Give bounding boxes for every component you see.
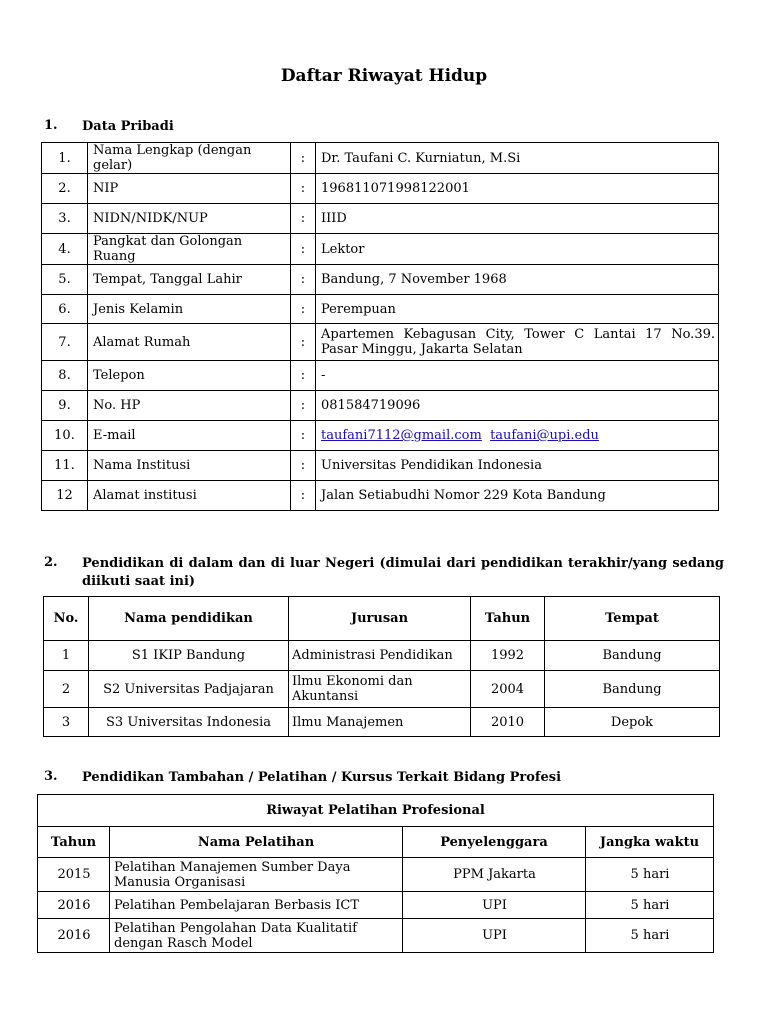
- table-row: [42, 265, 719, 295]
- column-header: No.: [44, 597, 89, 641]
- field-label: NIP: [88, 174, 291, 204]
- table-row: [42, 174, 719, 204]
- field-value: Bandung, 7 November 1968: [316, 265, 719, 295]
- education-major: Administrasi Pendidikan: [289, 641, 471, 671]
- training-duration: 5 hari: [586, 919, 714, 953]
- table-row: [44, 641, 720, 671]
- field-value: -: [316, 361, 719, 391]
- row-number: 10.: [42, 421, 88, 451]
- field-colon: :: [291, 295, 316, 324]
- section-number: 1.: [44, 118, 58, 133]
- education-year: 1992: [471, 641, 545, 671]
- field-colon: :: [291, 421, 316, 451]
- table-row: [38, 892, 714, 919]
- table-row: [44, 708, 720, 737]
- education-place: Bandung: [545, 671, 720, 708]
- row-number: 9.: [42, 391, 88, 421]
- email-link[interactable]: taufani@upi.edu: [490, 428, 599, 443]
- field-value: Lektor: [316, 234, 719, 265]
- field-value: Apartemen Kebagusan City, Tower C Lantai 17 No.39. Pasar Minggu, Jakarta Selatan: [316, 324, 719, 361]
- education-year: 2010: [471, 708, 545, 737]
- email-link[interactable]: taufani7112@gmail.com: [321, 428, 482, 443]
- column-header: Tahun: [38, 827, 110, 858]
- table-row: [44, 671, 720, 708]
- education-no: 1: [44, 641, 89, 671]
- field-label: NIDN/NIDK/NUP: [88, 204, 291, 234]
- table-caption-row: [38, 795, 714, 827]
- section-title: Pendidikan di dalam dan di luar Negeri (dimulai dari pendidikan terakhir/yang sedang diikuti saat ini): [82, 556, 724, 589]
- training-name: Pelatihan Pengolahan Data Kualitatif dengan Rasch Model: [110, 919, 403, 953]
- training-table: [37, 794, 714, 953]
- training-name: Pelatihan Pembelajaran Berbasis ICT: [110, 892, 403, 919]
- section-title: Pendidikan Tambahan / Pelatihan / Kursus Terkait Bidang Profesi: [82, 770, 562, 785]
- column-header: Nama pendidikan: [89, 597, 289, 641]
- field-value: [316, 421, 719, 451]
- table-row: [42, 295, 719, 324]
- field-colon: :: [291, 204, 316, 234]
- field-colon: :: [291, 265, 316, 295]
- section-number: 2.: [44, 555, 58, 570]
- education-year: 2004: [471, 671, 545, 708]
- column-header: Jangka waktu: [586, 827, 714, 858]
- field-colon: :: [291, 361, 316, 391]
- field-value: Jalan Setiabudhi Nomor 229 Kota Bandung: [316, 481, 719, 511]
- field-value: IIID: [316, 204, 719, 234]
- field-colon: :: [291, 391, 316, 421]
- table-row: [42, 361, 719, 391]
- education-major: Ilmu Ekonomi dan Akuntansi: [289, 671, 471, 708]
- row-number: 1.: [42, 143, 88, 174]
- education-table: [43, 596, 720, 737]
- field-colon: :: [291, 174, 316, 204]
- field-colon: :: [291, 481, 316, 511]
- row-number: 12: [42, 481, 88, 511]
- field-colon: :: [291, 324, 316, 361]
- row-number: 11.: [42, 451, 88, 481]
- field-label: Alamat Rumah: [88, 324, 291, 361]
- field-label: Tempat, Tanggal Lahir: [88, 265, 291, 295]
- table-row: [42, 451, 719, 481]
- field-colon: :: [291, 234, 316, 265]
- education-no: 3: [44, 708, 89, 737]
- training-duration: 5 hari: [586, 892, 714, 919]
- column-header: Tahun: [471, 597, 545, 641]
- document-title: Daftar Riwayat Hidup: [280, 66, 488, 86]
- field-label: Alamat institusi: [88, 481, 291, 511]
- row-number: 6.: [42, 295, 88, 324]
- section-number: 3.: [44, 769, 58, 784]
- field-colon: :: [291, 143, 316, 174]
- field-value: Perempuan: [316, 295, 719, 324]
- column-header: Nama Pelatihan: [110, 827, 403, 858]
- education-name: S1 IKIP Bandung: [89, 641, 289, 671]
- training-name: Pelatihan Manajemen Sumber Daya Manusia Organisasi: [110, 858, 403, 892]
- field-label: Nama Institusi: [88, 451, 291, 481]
- table-row: [38, 919, 714, 953]
- personal-data-table: [41, 142, 719, 511]
- section-3-heading: [44, 769, 724, 787]
- column-header: Jurusan: [289, 597, 471, 641]
- row-number: 2.: [42, 174, 88, 204]
- row-number: 4.: [42, 234, 88, 265]
- field-label: E-mail: [88, 421, 291, 451]
- row-number: 8.: [42, 361, 88, 391]
- section-2-heading: [44, 555, 724, 591]
- education-no: 2: [44, 671, 89, 708]
- field-label: No. HP: [88, 391, 291, 421]
- field-value: 081584719096: [316, 391, 719, 421]
- table-row: [42, 421, 719, 451]
- table-header-row: [38, 827, 714, 858]
- training-organizer: UPI: [403, 892, 586, 919]
- training-year: 2016: [38, 919, 110, 953]
- column-header: Tempat: [545, 597, 720, 641]
- section-1-heading: [44, 118, 724, 136]
- field-label: Jenis Kelamin: [88, 295, 291, 324]
- column-header: Penyelenggara: [403, 827, 586, 858]
- training-year: 2015: [38, 858, 110, 892]
- row-number: 5.: [42, 265, 88, 295]
- education-place: Depok: [545, 708, 720, 737]
- field-value: 196811071998122001: [316, 174, 719, 204]
- table-row: [42, 391, 719, 421]
- training-organizer: PPM Jakarta: [403, 858, 586, 892]
- field-value: Dr. Taufani C. Kurniatun, M.Si: [316, 143, 719, 174]
- education-name: S3 Universitas Indonesia: [89, 708, 289, 737]
- field-value: Universitas Pendidikan Indonesia: [316, 451, 719, 481]
- table-row: [42, 481, 719, 511]
- field-label: Telepon: [88, 361, 291, 391]
- field-label: Nama Lengkap (dengan gelar): [88, 143, 291, 174]
- table-row: [42, 143, 719, 174]
- table-row: [38, 858, 714, 892]
- field-colon: :: [291, 451, 316, 481]
- field-label: Pangkat dan Golongan Ruang: [88, 234, 291, 265]
- education-major: Ilmu Manajemen: [289, 708, 471, 737]
- education-name: S2 Universitas Padjajaran: [89, 671, 289, 708]
- training-organizer: UPI: [403, 919, 586, 953]
- training-year: 2016: [38, 892, 110, 919]
- table-caption: Riwayat Pelatihan Profesional: [38, 795, 714, 827]
- row-number: 3.: [42, 204, 88, 234]
- education-place: Bandung: [545, 641, 720, 671]
- section-title: Data Pribadi: [82, 119, 174, 134]
- row-number: 7.: [42, 324, 88, 361]
- table-header-row: [44, 597, 720, 641]
- table-row: [42, 204, 719, 234]
- table-row: [42, 234, 719, 265]
- training-duration: 5 hari: [586, 858, 714, 892]
- table-row: [42, 324, 719, 361]
